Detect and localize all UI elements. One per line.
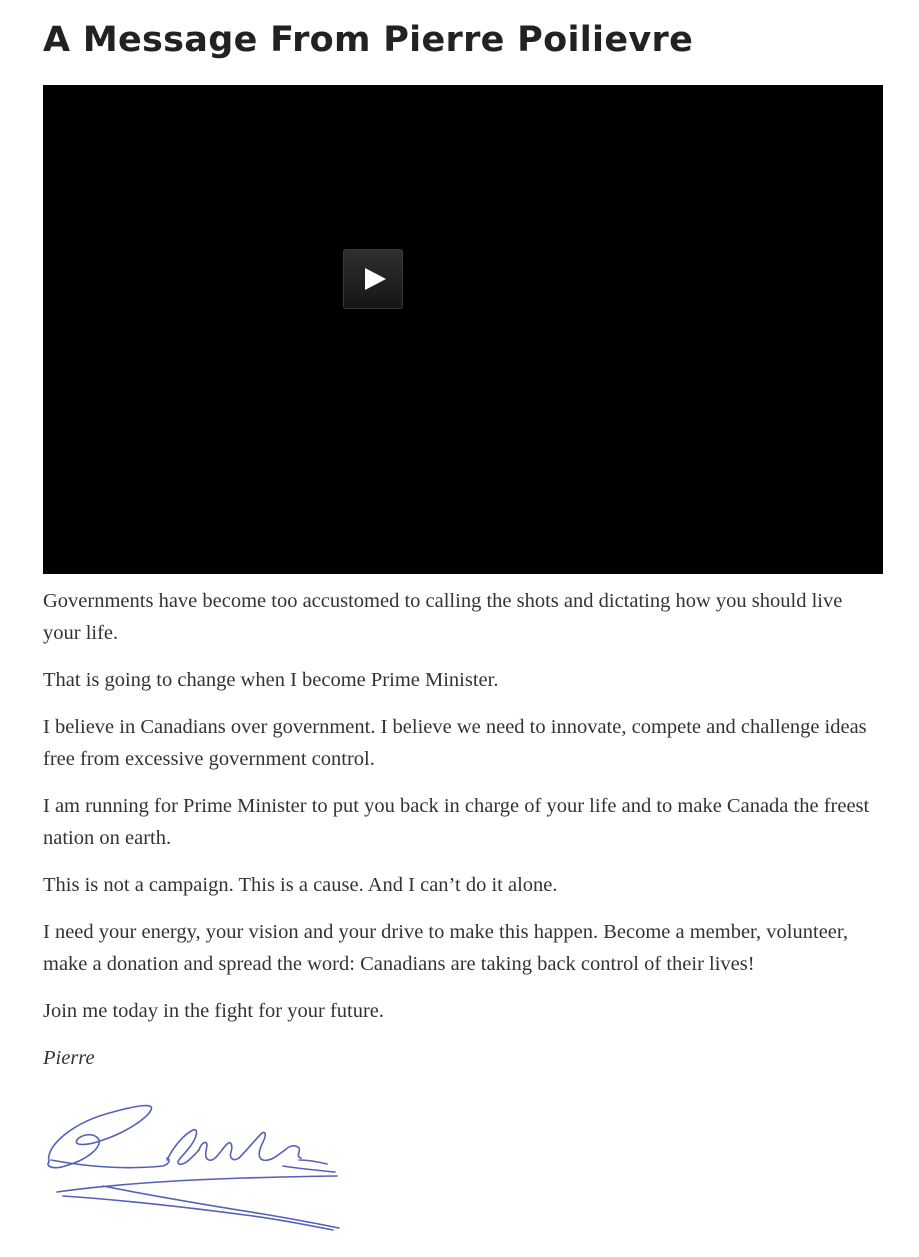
letter-paragraph: That is going to change when I become Prime Minister. <box>43 669 499 691</box>
letter-paragraph: I am running for Prime Minister to put you back in charge of your life and to make Canada the freest nation on earth. <box>43 795 870 849</box>
letter-signoff: Pierre <box>43 1047 95 1069</box>
letter-paragraph: This is not a campaign. This is a cause. And I can’t do it alone. <box>43 874 558 896</box>
play-icon <box>365 268 386 290</box>
page-content <box>43 0 883 1069</box>
handwritten-signature <box>43 1100 343 1235</box>
letter-paragraph: Governments have become too accustomed to calling the shots and dictating how you should live your life. <box>43 590 843 644</box>
letter-paragraph: I need your energy, your vision and your drive to make this happen. Become a member, volunteer, make a donation and spread the word: Canadians are taking back control of their lives! <box>43 921 849 975</box>
letter-paragraph: Join me today in the fight for your future. <box>43 1000 385 1022</box>
page-title: A Message From Pierre Poilievre <box>43 20 694 60</box>
letter-paragraph: I believe in Canadians over government. I believe we need to innovate, compete and challenge ideas free from excessive government control. <box>43 716 867 770</box>
letter-body <box>43 585 883 1089</box>
video-player[interactable] <box>43 85 883 574</box>
play-button[interactable] <box>343 249 403 309</box>
